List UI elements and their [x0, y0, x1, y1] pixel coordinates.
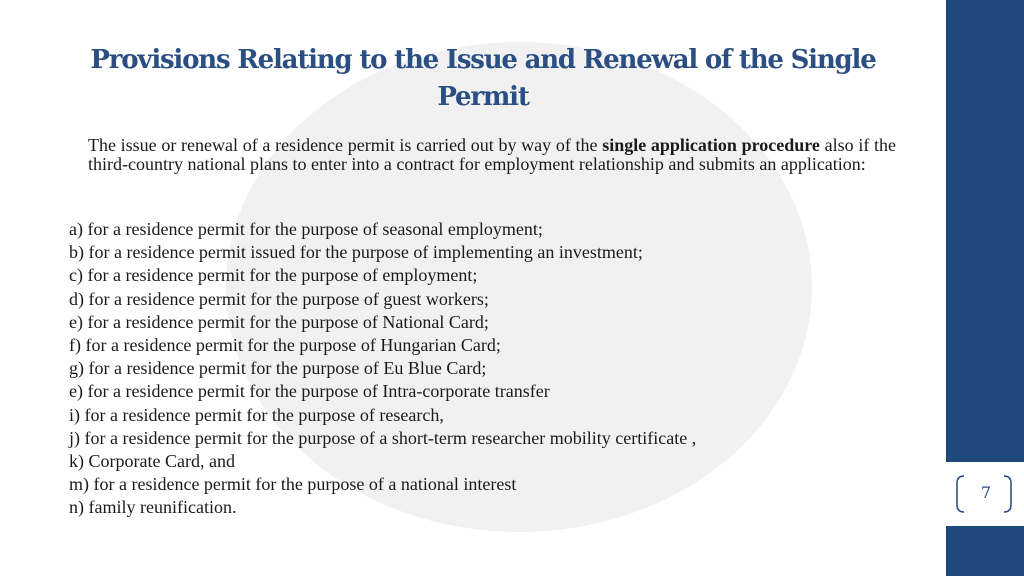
list-item: j) for a residence permit for the purpose of a short-term researcher mobility certificate ,	[69, 427, 697, 448]
list-item: e) for a residence permit for the purpose of National Card;	[69, 311, 489, 332]
permit-list	[69, 218, 696, 519]
list-item: n) family reunification.	[69, 497, 237, 518]
intro-text-after: also if the third-country national plans to enter into a contract for employment relationship and submits an application:	[88, 135, 896, 174]
slide-title: Provisions Relating to the Issue and Renewal of the Single Permit	[90, 45, 876, 112]
list-item: e) for a residence permit for the purpose of Intra-corporate transfer	[69, 381, 550, 402]
intro-bold-term: single application procedure	[602, 135, 820, 155]
list-item: b) for a residence permit issued for the purpose of implementing an investment;	[69, 242, 643, 263]
list-item: d) for a residence permit for the purpose of guest workers;	[69, 288, 489, 309]
list-item: m) for a residence permit for the purpose of a national interest	[69, 474, 517, 495]
list-item: f) for a residence permit for the purpose of Hungarian Card;	[69, 334, 501, 355]
list-item: a) for a residence permit for the purpose of seasonal employment;	[69, 219, 543, 239]
page-number: 7	[980, 483, 992, 502]
list-item: g) for a residence permit for the purpose of Eu Blue Card;	[69, 358, 487, 379]
intro-paragraph	[88, 136, 896, 174]
intro-text-before: The issue or renewal of a residence permit is carried out by way of the	[88, 135, 603, 155]
list-item: c) for a residence permit for the purpose of employment;	[69, 265, 478, 286]
list-item: i) for a residence permit for the purpose of research,	[69, 404, 444, 425]
list-item: k) Corporate Card, and	[69, 450, 235, 471]
